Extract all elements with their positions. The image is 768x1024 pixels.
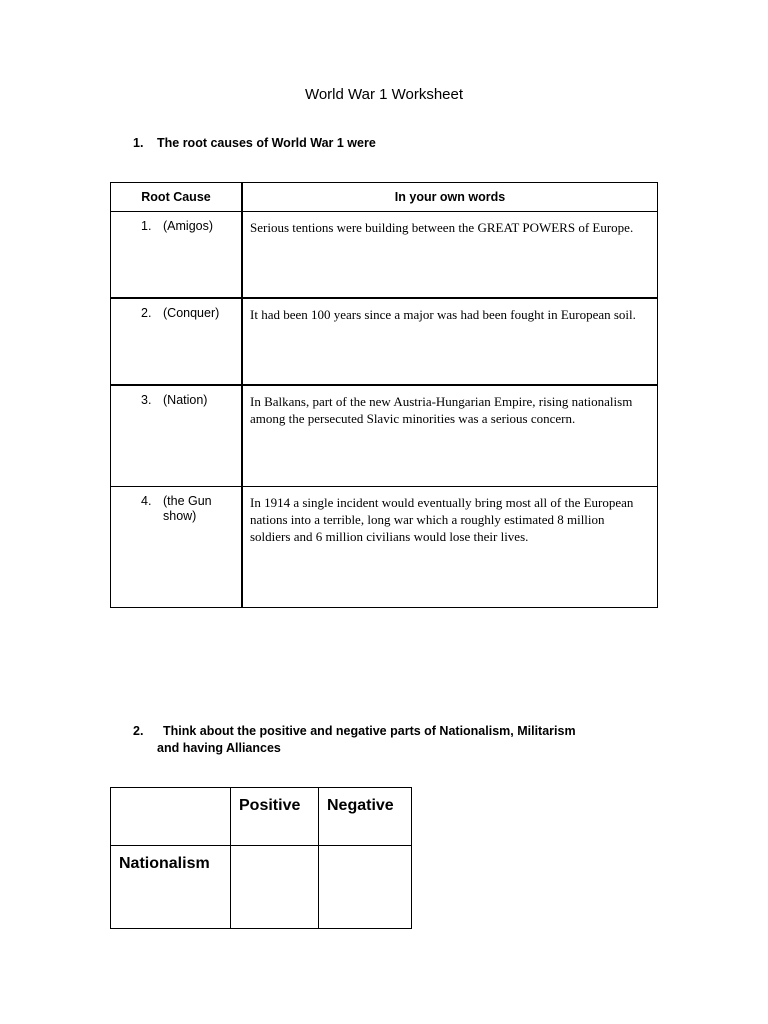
- header-blank-cell: [111, 788, 231, 846]
- root-causes-table: [110, 182, 658, 608]
- row-label-nationalism: Nationalism: [119, 855, 210, 872]
- root-cause-label: (Amigos): [163, 219, 214, 233]
- header-positive-label: Positive: [239, 797, 301, 814]
- table-row: [111, 846, 412, 929]
- nationalism-negative-cell[interactable]: [319, 846, 412, 929]
- header-own-words: In your own words: [242, 183, 658, 212]
- own-words-cell[interactable]: In Balkans, part of the new Austria-Hungarian Empire, rising nationalism among the persecuted Slavic minorities was a serious concern.: [242, 385, 658, 487]
- question-2-number: 2.: [133, 724, 144, 738]
- own-words-cell[interactable]: In 1914 a single incident would eventually bring most all of the European nations into a terrible, long war which a roughly estimated 8 million soldiers and 6 million civilians would lose their lives.: [242, 487, 658, 608]
- own-words-cell[interactable]: Serious tentions were building between the GREAT POWERS of Europe.: [242, 212, 658, 299]
- table-header-row: [111, 788, 412, 846]
- question-2-text-line2: and having Alliances: [157, 741, 281, 755]
- root-cause-cell: [111, 298, 243, 385]
- header-negative: [319, 788, 412, 846]
- root-cause-cell: [111, 487, 243, 608]
- question-1-number: 1.: [133, 136, 144, 150]
- root-cause-label: (Nation): [163, 393, 208, 407]
- question-1-text: The root causes of World War 1 were: [157, 136, 376, 150]
- header-negative-label: Negative: [327, 797, 394, 814]
- table-row: [111, 385, 658, 487]
- root-cause-label: (Conquer): [163, 306, 220, 320]
- table-header-row: [111, 183, 658, 212]
- root-cause-number: 2.: [141, 306, 152, 320]
- row-label-cell: [111, 846, 231, 929]
- table-row: [111, 298, 658, 385]
- root-cause-number: 3.: [141, 393, 152, 407]
- table-row: [111, 212, 658, 299]
- question-2: [133, 723, 653, 757]
- own-words-cell[interactable]: It had been 100 years since a major was had been fought in European soil.: [242, 298, 658, 385]
- question-1: [133, 135, 553, 152]
- root-cause-number: 4.: [141, 494, 152, 508]
- positive-negative-table: [110, 787, 412, 929]
- root-cause-label: (the Gun show): [163, 494, 212, 523]
- header-positive: [231, 788, 319, 846]
- header-root-cause: Root Cause: [111, 183, 243, 212]
- root-cause-cell: [111, 212, 243, 299]
- root-cause-cell: [111, 385, 243, 487]
- page-title: World War 1 Worksheet: [304, 86, 464, 103]
- table-row: [111, 487, 658, 608]
- nationalism-positive-cell[interactable]: [231, 846, 319, 929]
- question-2-text-line1: Think about the positive and negative parts of Nationalism, Militarism: [163, 724, 576, 738]
- root-cause-number: 1.: [141, 219, 152, 233]
